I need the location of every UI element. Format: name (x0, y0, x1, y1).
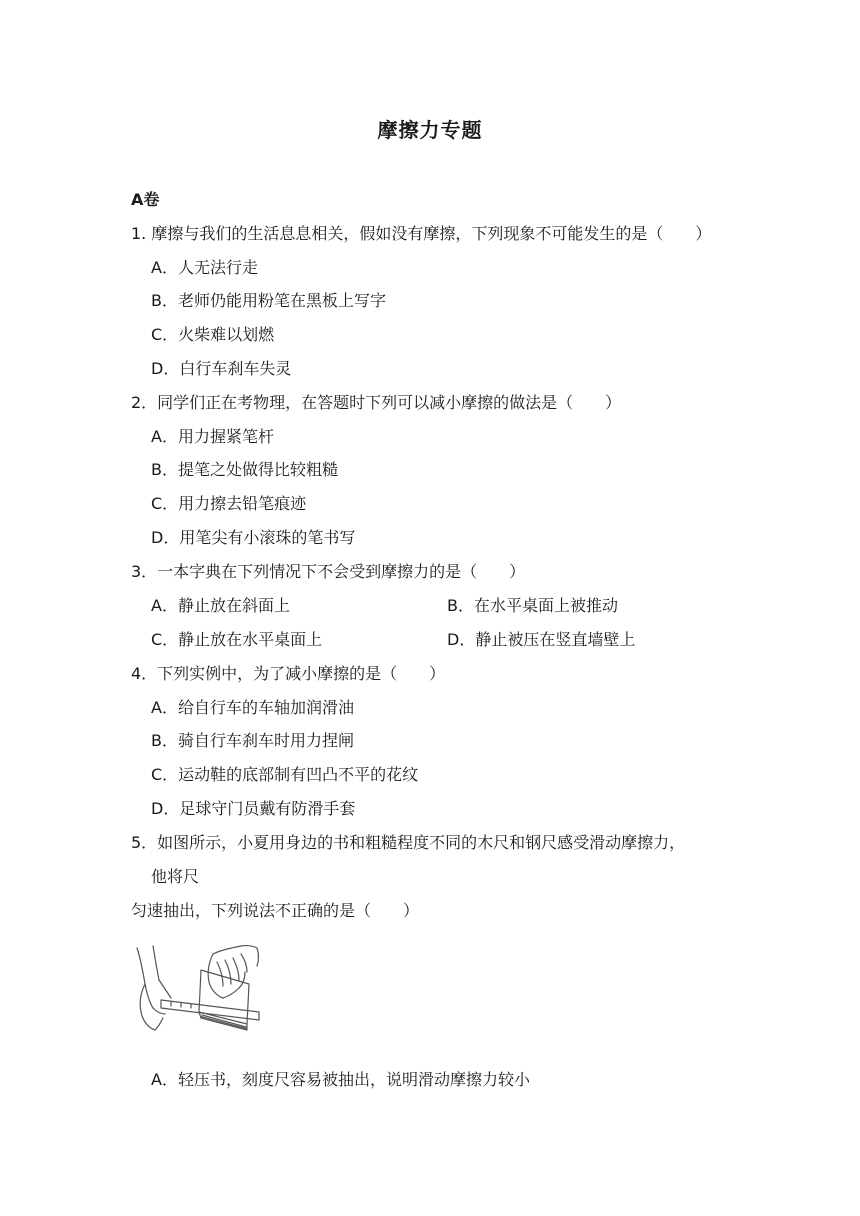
question-5-stem-line-2: 他将尺 (151, 867, 200, 886)
question-1-stem: 1. 摩擦与我们的生活息息相关，假如没有摩擦，下列现象不可能发生的是（ ） (131, 224, 712, 243)
question-1-option-a: A．人无法行走 (151, 258, 258, 277)
question-2-option-d: D．用笔尖有小滚珠的笔书写 (151, 528, 356, 547)
question-3-option-c: C．静止放在水平桌面上 (151, 630, 323, 649)
question-3-option-d: D．静止被压在竖直墙壁上 (447, 630, 636, 649)
question-2-option-b: B．提笔之处做得比较粗糙 (151, 460, 338, 479)
question-4-option-c: C．运动鞋的底部制有凹凸不平的花纹 (151, 765, 419, 784)
question-2-stem: 2．同学们正在考物理，在答题时下列可以减小摩擦的做法是（ ） (131, 393, 622, 412)
question-3-option-b: B．在水平桌面上被推动 (447, 596, 618, 615)
question-3-option-a: A．静止放在斜面上 (151, 596, 290, 615)
question-2-option-c: C．用力擦去铅笔痕迹 (151, 494, 307, 513)
question-1-option-c: C．火柴难以划燃 (151, 325, 275, 344)
question-4-option-d: D．足球守门员戴有防滑手套 (151, 799, 356, 818)
question-4-option-a: A．给自行车的车轴加润滑油 (151, 698, 354, 717)
question-4-option-b: B．骑自行车刹车时用力捏闸 (151, 731, 354, 750)
question-1-option-b: B．老师仍能用粉笔在黑板上写字 (151, 291, 386, 310)
question-5-stem-line-1: 5．如图所示，小夏用身边的书和粗糙程度不同的木尺和钢尺感受滑动摩擦力， (131, 833, 686, 852)
question-5-option-a: A．轻压书，刻度尺容易被抽出，说明滑动摩擦力较小 (151, 1070, 530, 1089)
question-5-stem-line-3: 匀速抽出，下列说法不正确的是（ ） (131, 901, 420, 920)
question-4-stem: 4．下列实例中，为了减小摩擦的是（ ） (131, 664, 446, 683)
question-1-option-d: D．白行车刹车失灵 (151, 359, 292, 378)
book-ruler-figure (131, 940, 271, 1040)
section-heading: A卷 (131, 190, 160, 209)
question-3-stem: 3．一本字典在下列情况下不会受到摩擦力的是（ ） (131, 562, 526, 581)
question-2-option-a: A．用力握紧笔杆 (151, 427, 274, 446)
page-title: 摩擦力专题 (377, 118, 483, 142)
